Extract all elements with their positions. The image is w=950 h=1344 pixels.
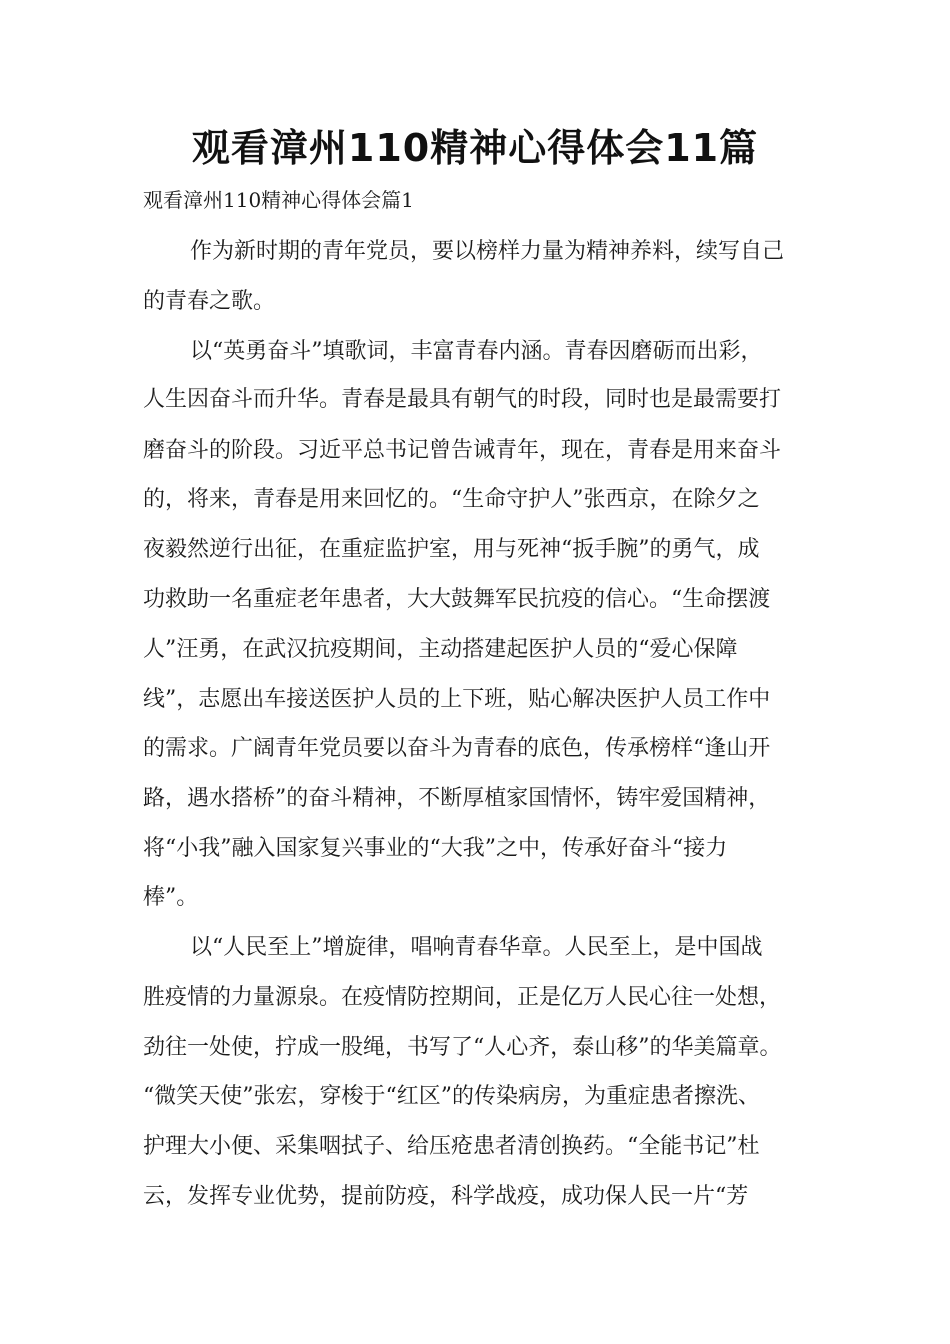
body-line: 路，遇水搭桥”的奋斗精神，不断厚植家国情怀，铸牢爱国精神， (143, 786, 771, 811)
body-line: 护理大小便、采集咽拭子、给压疮患者清创换药。“全能书记”杜 (143, 1134, 760, 1159)
body-line: 作为新时期的青年党员，要以榜样力量为精神养料，续写自己 (190, 239, 785, 264)
body-line: 夜毅然逆行出征，在重症监护室，用与死神“扳手腕”的勇气，成 (143, 537, 760, 562)
body-line: 的需求。广阔青年党员要以奋斗为青春的底色，传承榜样“逢山开 (143, 736, 771, 761)
body-line: 功救助一名重症老年患者，大大鼓舞军民抗疫的信心。“生命摆渡 (143, 587, 771, 612)
body-line: 线”，志愿出车接送医护人员的上下班，贴心解决医护人员工作中 (143, 687, 771, 712)
body-line: 的青春之歌。 (143, 289, 276, 314)
section-heading: 观看漳州110精神心得体会篇1 (143, 188, 414, 212)
body-line: 的，将来，青春是用来回忆的。“生命守护人”张西京，在除夕之 (143, 487, 760, 512)
document-title: 观看漳州110精神心得体会11篇 (191, 126, 759, 170)
body-line: 磨奋斗的阶段。习近平总书记曾告诫青年，现在，青春是用来奋斗 (143, 438, 782, 463)
body-line: 棒”。 (143, 885, 199, 910)
body-line: 云，发挥专业优势，提前防疫，科学战疫，成功保人民一片“芳 (143, 1184, 749, 1209)
body-line: 劲往一处使，拧成一股绳，书写了“人心齐，泰山移”的华美篇章。 (143, 1035, 782, 1060)
body-line: “微笑天使”张宏，穿梭于“红区”的传染病房，为重症患者擦洗、 (143, 1084, 760, 1109)
body-line: 人”汪勇，在武汉抗疫期间，主动搭建起医护人员的“爱心保障 (143, 637, 738, 662)
body-line: 胜疫情的力量源泉。在疫情防控期间，正是亿万人民心往一处想， (143, 985, 782, 1010)
body-line: 将“小我”融入国家复兴事业的“大我”之中，传承好奋斗“接力 (143, 836, 728, 861)
body-line: 以“人民至上”增旋律，唱响青春华章。人民至上，是中国战 (190, 935, 763, 960)
body-line: 以“英勇奋斗”填歌词，丰富青春内涵。青春因磨砺而出彩， (190, 339, 763, 364)
body-line: 人生因奋斗而升华。青春是最具有朝气的时段，同时也是最需要打 (143, 387, 782, 412)
